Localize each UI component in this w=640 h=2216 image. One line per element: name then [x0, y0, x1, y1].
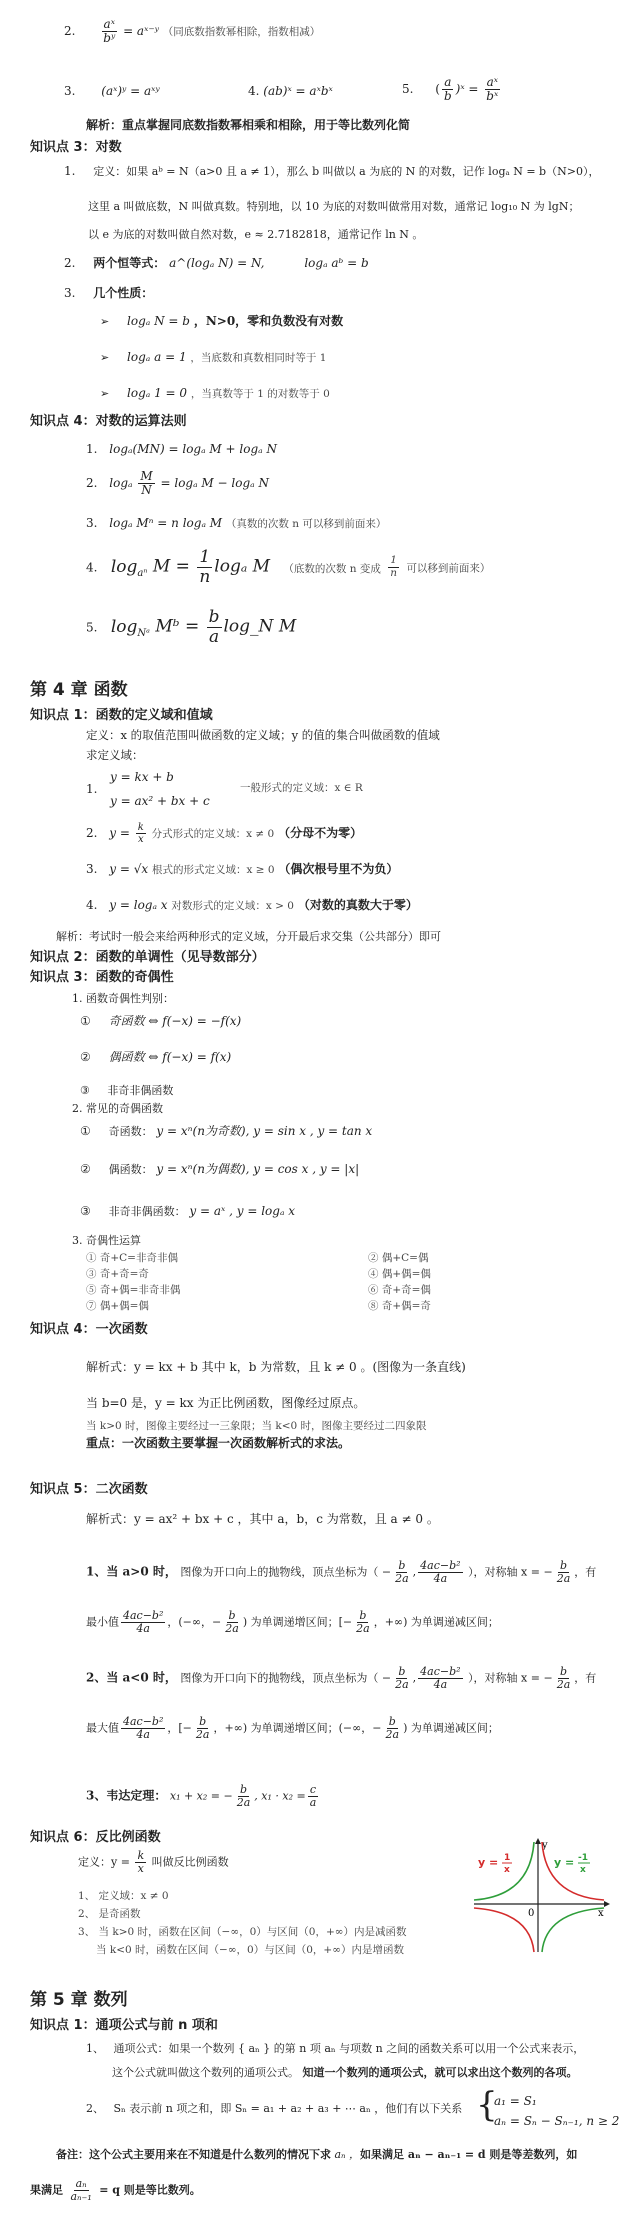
formula: aₙ ， [331, 2148, 361, 2161]
case-text: ，+∞) 为单调递增区间；(−∞，− [213, 1721, 382, 1735]
fraction-numerator: 1 [390, 554, 397, 567]
formula: a₁ = S₁ [494, 2094, 537, 2108]
list-number: 4. [86, 898, 98, 912]
parity-op-right-2: ④ 偶+偶=偶 [368, 1268, 431, 1280]
common-odd [80, 1124, 372, 1139]
formula-note: （真数的次数 n 可以移到前面来） [225, 518, 387, 530]
fraction-denominator: n [199, 566, 211, 587]
fraction-numerator: a [444, 75, 452, 89]
fraction-denominator: 2a [236, 1796, 251, 1810]
properties-label: 几个性质： [93, 286, 154, 300]
fraction [484, 76, 500, 103]
linear-b0: 当 b=0 是，y = kx 为正比例函数，图像经过原点。 [86, 1396, 366, 1410]
fraction-denominator: N [141, 483, 152, 498]
fraction-denominator: 2a [556, 1678, 571, 1692]
graph-label-left-num: 1 [504, 1853, 511, 1863]
fraction [418, 1666, 462, 1691]
fraction-numerator: b [199, 1715, 207, 1728]
list-number: 2. [86, 826, 98, 840]
sequence-note-2 [30, 2178, 201, 2203]
circle-number: ③ [80, 1084, 90, 1097]
fraction-numerator: aₙ [75, 2177, 87, 2190]
common-neither-label: 非奇非偶函数： [108, 1205, 186, 1218]
circle-number: ③ [80, 1204, 91, 1218]
parity-op-left-2: ③ 奇+奇=奇 [86, 1268, 149, 1280]
list-number: 4. [86, 560, 98, 575]
inverse-prop-4: 当 k<0 时，函数在区间（−∞，0）与区间（0，+∞）内是增函数 [96, 1944, 404, 1956]
sequence-partial-sum [86, 2102, 462, 2116]
parity-op-left-1: ① 奇+C=非奇非偶 [86, 1252, 178, 1264]
property-note: ，N>0，零和负数没有对数 [193, 314, 344, 328]
formula-note: 对数形式的定义域：x > 0 [171, 900, 294, 912]
graph-axis-y-label: y [542, 1840, 548, 1851]
exp-rule-4 [248, 84, 333, 99]
fraction-denominator: 2a [556, 1572, 571, 1586]
domain-analysis: 解析：考试时一般会来给两种形式的定义域，分开最后求交集（公共部分）即可 [56, 930, 441, 943]
formula: log [110, 616, 138, 637]
fraction [101, 18, 117, 45]
section-title: 知识点 3：函数的奇偶性 [30, 970, 174, 985]
graph-axis-x-label: x [598, 1908, 604, 1919]
inverse-definition [78, 1850, 229, 1875]
fraction-numerator: k [137, 822, 144, 833]
parity-sub-1: 1. 函数奇偶性判别： [72, 992, 174, 1005]
sequence-note [56, 2148, 577, 2162]
fraction-denominator: 2a [195, 1728, 210, 1742]
fraction [308, 1784, 319, 1809]
log-rule-4 [86, 548, 490, 586]
formula: y = logₐ x [109, 898, 168, 912]
parity-op-left-4: ⑦ 偶+偶=偶 [86, 1300, 149, 1312]
log-definition-line2: 这里 a 叫做底数，N 叫做真数。特别地，以 10 为底的对数叫做常用对数，通常记 log₁₀ N 为 lgN； [88, 200, 580, 213]
fraction-numerator: 4ac−b² [123, 1715, 164, 1728]
formula: (aˣ)ʸ = aˣʸ [101, 84, 160, 98]
fraction [69, 2178, 94, 2203]
case-text: ），对称轴 x = − [468, 1671, 553, 1685]
fraction-denominator: 4a [433, 1678, 448, 1692]
fraction-numerator: b [359, 1609, 367, 1622]
case-text: ，[− [167, 1721, 192, 1735]
fraction-numerator: b [208, 607, 220, 627]
fraction-denominator: 2a [395, 1678, 409, 1692]
fraction [418, 1560, 462, 1585]
fraction [384, 1716, 402, 1741]
case-text: Sₙ 表示前 n 项之和，即 Sₙ = a₁ + a₂ + a₃ + ⋯ aₙ ，他们有以下关系 [113, 2102, 463, 2115]
arrow-bullet-icon: ➢ [100, 351, 110, 364]
formula-note: 根式的形式定义域：x ≥ 0 [152, 864, 275, 876]
fraction [223, 1610, 241, 1635]
log-rule-3 [86, 516, 386, 531]
fraction-numerator: aˣ [486, 75, 498, 89]
case-text: 通项公式：如果一个数列 { aₙ } 的第 n 项 aₙ 与项数 n 之间的函数关系可以用一个公式来表示， [113, 2042, 585, 2055]
graph-label-right-num: -1 [578, 1853, 588, 1863]
domain-find-label: 求定义域： [86, 748, 144, 762]
fraction-numerator: M [140, 469, 153, 483]
fraction-numerator: c [309, 1783, 317, 1796]
fraction [136, 822, 146, 845]
case-lead: 1、当 a>0 时， [86, 1564, 177, 1579]
sequence-general-term [86, 2042, 584, 2056]
inverse-prop-1: 1、 定义域：x ≠ 0 [78, 1890, 169, 1902]
linear-k-sign: 当 k>0 时，图像主要经过一三象限；当 k<0 时，图像主要经过二四象限 [86, 1420, 427, 1432]
common-neither [80, 1204, 295, 1219]
fraction [121, 1610, 165, 1635]
fraction-denominator: 2a [225, 1622, 239, 1636]
graph-label-left: y = [478, 1856, 499, 1869]
formula: logₐ M [214, 556, 271, 577]
fraction-numerator: b [559, 1559, 567, 1572]
graph-origin-label: 0 [528, 1908, 535, 1919]
fraction-denominator: 4a [136, 1622, 150, 1636]
formula: , x₁ · x₂ = [254, 1789, 306, 1803]
list-number: 2. [86, 476, 98, 491]
section-title: 知识点 4：对数的运算法则 [30, 414, 187, 429]
parity-op-right-4: ⑧ 奇+偶=奇 [368, 1300, 431, 1312]
fraction-denominator: b [443, 89, 452, 104]
fraction [555, 1666, 573, 1691]
quadratic-case-2: 2、当 a<0 时， 图像为开口向下的抛物线，顶点坐标为（ − $\frac{b}{2a}$ , $\frac{\text{4ac−b²}}{4a}$ ），对称轴 x = − $\frac{b}{2a}$ ，有 [86, 1665, 597, 1692]
formula: a^(logₐ N) = N, [169, 256, 265, 270]
formula: logₐ Mⁿ = n logₐ M [109, 516, 223, 530]
case-lead: 3、韦达定理： [86, 1788, 167, 1803]
log-definition-line3: 以 e 为底的对数叫做自然对数，e ≈ 2.7182818，通常记作 ln N 。 [88, 228, 424, 241]
formula: y = [109, 826, 130, 840]
y-axis-arrow-icon [535, 1838, 541, 1844]
formula: logₐ(MN) = logₐ M + logₐ N [109, 442, 277, 456]
case-text: ) 为单调递增区间；[− [242, 1615, 353, 1629]
fraction-numerator: 4ac−b² [420, 1559, 461, 1572]
graph-label-right-den: x [580, 1865, 586, 1875]
formula: logₐ N = b [127, 314, 190, 328]
section-title: 知识点 2：函数的单调性（见导数部分） [30, 950, 265, 965]
log-identities [64, 256, 369, 271]
formula: (ab)ˣ = aˣbˣ [263, 84, 333, 98]
chapter-title: 第 5 章 数列 [30, 1990, 128, 2010]
fraction-numerator: b [398, 1665, 406, 1678]
section-title: 知识点 5：二次函数 [30, 1482, 148, 1497]
quadratic-case-1: 1、当 a>0 时， 图像为开口向上的抛物线，顶点坐标为（ − $\frac{b}{2a}$ , $\frac{\text{4ac−b²}}{4a}$ ），对称轴 x = − $\frac{b}{2a}$ ，有 [86, 1559, 597, 1586]
formula: 偶函数 ⇔ f(−x) = f(x) [108, 1050, 232, 1064]
note-text: 如果满足 aₙ − aₙ₋₁ = d 则是等差数列，如 [360, 2148, 578, 2161]
quadratic-case-2-max [86, 1716, 499, 1741]
fraction [354, 1610, 372, 1635]
formula: y = xⁿ(n为偶数), y = cos x , y = |x| [156, 1162, 360, 1176]
case-text: ），对称轴 x = − [468, 1565, 553, 1579]
fraction-denominator: a [309, 1796, 317, 1810]
list-number: 2. [64, 256, 76, 270]
parity-neither [80, 1084, 173, 1098]
domain-case-1 [86, 768, 98, 796]
parity-sub-2: 2. 常见的奇偶函数 [72, 1102, 163, 1115]
formula: logₐ 1 = 0 [127, 386, 188, 400]
fraction-denominator: n [390, 566, 398, 579]
list-number: 2、 [86, 2102, 104, 2115]
note-text: = q 则是等比数列。 [99, 2183, 201, 2197]
chapter-title: 第 4 章 函数 [30, 680, 128, 700]
fraction-denominator: 2a [356, 1622, 370, 1636]
fraction-denominator: bʸ [103, 31, 116, 46]
property-note: ，当底数和真数相同时等于 1 [190, 352, 327, 364]
section-title: 知识点 3：对数 [30, 140, 122, 155]
formula: logₐ a = 1 [127, 350, 187, 364]
exp-analysis: 解析：重点掌握同底数指数幂相乘和相除，用于等比数列化简 [86, 118, 411, 132]
section-title: 知识点 6：反比例函数 [30, 1830, 161, 1845]
log-properties-label [64, 286, 153, 301]
fraction [442, 76, 454, 103]
formula-note: 一般形式的定义域：x ∈ R [240, 782, 363, 794]
circle-number: ② [80, 1162, 91, 1176]
case-text: 最小值 [86, 1615, 119, 1629]
circle-number: ① [80, 1014, 91, 1028]
domain-case-2 [86, 822, 362, 845]
fraction [121, 1716, 165, 1741]
formula-note-bold: （对数的真数大于零） [297, 898, 418, 912]
formula: x₁ + x₂ = − [169, 1789, 233, 1803]
section-title: 知识点 1：函数的定义域和值域 [30, 708, 213, 723]
fraction-denominator: 4a [136, 1728, 150, 1742]
list-number: 1. [64, 164, 76, 178]
fraction-numerator: 4ac−b² [420, 1665, 461, 1678]
fraction-denominator: x [137, 1862, 144, 1876]
fraction [393, 1560, 411, 1585]
list-number: 3. [64, 286, 76, 300]
exp-rule-2 [64, 18, 320, 45]
fraction [207, 608, 222, 646]
property-note: ，当真数等于 1 的对数等于 0 [190, 388, 330, 400]
log-definition [64, 164, 599, 179]
log-property-2 [100, 350, 326, 365]
graph-label-left-den: x [504, 1865, 510, 1875]
formula: y = xⁿ(n为奇数), y = sin x , y = tan x [156, 1124, 373, 1138]
common-odd-label: 奇函数： [108, 1125, 153, 1138]
formula: y = aˣ , y = logₐ x [189, 1204, 296, 1218]
exp-rule-3 [64, 84, 160, 99]
fraction-denominator: x [137, 834, 144, 845]
vieta-theorem [86, 1784, 320, 1809]
formula: logₐ [109, 476, 133, 491]
common-even [80, 1162, 359, 1177]
case-text: 定义：y = [78, 1855, 130, 1869]
circle-number: ① [80, 1124, 91, 1138]
exp-rule-5: 5. ( $\frac{a}{b}$ )ˣ = $\frac{\text{aˣ}}{\text{bˣ}}$ [402, 75, 499, 104]
linear-key-point: 重点：一次函数主要掌握一次函数解析式的求法。 [86, 1436, 351, 1450]
case-text: 图像为开口向下的抛物线，顶点坐标为（ [180, 1671, 379, 1685]
fraction-denominator: a [208, 626, 220, 647]
definition-text: 定义：如果 aᵇ = N（a>0 且 a ≠ 1），那么 b 叫做以 a 为底的 N 的对数，记作 logₐ N = b（N>0）， [93, 165, 600, 178]
case-text: ，+∞) 为单调递减区间； [373, 1615, 499, 1629]
formula-note: 分式形式的定义域：x ≠ 0 [151, 828, 275, 840]
parity-odd [80, 1014, 241, 1029]
fraction-numerator: aˣ [103, 17, 115, 31]
list-number: 5. [402, 82, 414, 97]
formula: M = [147, 556, 196, 577]
x-axis-arrow-icon [604, 1901, 610, 1907]
formula: logₐ aᵇ = b [304, 256, 369, 270]
formula: = logₐ M − logₐ N [160, 476, 269, 491]
formula: aₙ = Sₙ − Sₙ₋₁, n ≥ 2 [494, 2114, 620, 2128]
fraction [393, 1666, 411, 1691]
fraction [197, 548, 212, 586]
curve-positive-q1 [542, 1842, 604, 1900]
formula: y = kx + b [110, 770, 174, 784]
fraction-numerator: b [398, 1559, 406, 1572]
note-text: 果满足 [30, 2183, 63, 2197]
section-title: 知识点 1：通项公式与前 n 项和 [30, 2018, 218, 2033]
inverse-prop-3: 3、 当 k>0 时，函数在区间（−∞，0）与区间（0，+∞）内是减函数 [78, 1926, 407, 1938]
fraction-denominator: 4a [433, 1572, 448, 1586]
list-number: 3. [86, 862, 98, 876]
log-rule-5 [86, 608, 296, 646]
case-text: ) 为单调递减区间； [403, 1721, 499, 1735]
fraction-denominator: bˣ [486, 89, 499, 104]
log-rule-1 [86, 442, 277, 457]
fraction-numerator: b [388, 1715, 396, 1728]
formula-subscript: aⁿ [137, 568, 148, 580]
parity-op-left-3: ⑤ 奇+偶=非奇非偶 [86, 1284, 181, 1296]
formula: y = √x [109, 862, 149, 876]
fraction-denominator: aₙ₋₁ [70, 2190, 92, 2204]
fraction-numerator: b [239, 1783, 248, 1796]
log-property-1 [100, 314, 343, 329]
parity-op-right-3: ⑥ 奇+奇=偶 [368, 1284, 431, 1296]
case-text: 叫做反比例函数 [151, 1855, 229, 1869]
formula: log [110, 556, 138, 577]
list-number: 2. [64, 24, 76, 39]
parity-even [80, 1050, 231, 1065]
sequence-general-term-2 [112, 2066, 578, 2080]
formula-note: （同底数指数幂相除，指数相减） [162, 26, 321, 39]
brace-icon: { [476, 2085, 498, 2125]
list-number: 1、 [86, 2042, 104, 2055]
graph-label-right: y = [554, 1856, 575, 1869]
quadratic-expression: 解析式：y = ax² + bx + c ，其中 a，b，c 为常数，且 a ≠ 0 。 [86, 1512, 439, 1526]
case-lead: 2、当 a<0 时， [86, 1670, 177, 1685]
fraction-numerator: b [228, 1609, 236, 1622]
case-text: ，有 [574, 1671, 597, 1685]
formula-subscript: Nᵃ [137, 628, 150, 640]
case-text: 最大值 [86, 1721, 119, 1735]
arrow-bullet-icon: ➢ [100, 387, 110, 400]
domain-case-3 [86, 862, 398, 877]
fraction-numerator: k [137, 1849, 145, 1862]
case-text: ，有 [574, 1565, 597, 1579]
curve-positive-q3 [474, 1908, 534, 1952]
list-number: 1. [86, 442, 98, 456]
domain-definition: 定义：x 的取值范围叫做函数的定义域；y 的值的集合叫做函数的值域 [86, 728, 440, 742]
fraction-denominator: 2a [385, 1728, 400, 1742]
fraction [388, 555, 399, 579]
formula: y = ax² + bx + c [110, 794, 210, 808]
linear-expression: 解析式：y = kx + b 其中 k，b 为常数，且 k ≠ 0 。(图像为一条直线) [86, 1360, 466, 1374]
fraction [194, 1716, 212, 1741]
list-number: 1. [86, 782, 98, 796]
case-text: 这个公式就叫做这个数列的通项公式。 [112, 2066, 299, 2079]
curve-negative-q4 [542, 1908, 604, 1952]
log-rule-2 [86, 470, 269, 497]
case-text: ，(−∞，− [167, 1615, 222, 1629]
fraction-numerator: 4ac−b² [123, 1609, 164, 1622]
log-property-3 [100, 386, 330, 401]
formula-note: 可以移到前面来） [406, 562, 491, 575]
fraction-denominator: 2a [395, 1572, 409, 1586]
quadratic-case-1-min [86, 1610, 499, 1635]
arrow-bullet-icon: ➢ [100, 315, 110, 328]
formula: 奇函数 ⇔ f(−x) = −f(x) [108, 1014, 242, 1028]
fraction [235, 1784, 253, 1809]
parity-neither-text: 非奇非偶函数 [107, 1084, 174, 1097]
fraction-numerator: 1 [199, 547, 211, 567]
list-number: 4. [248, 84, 260, 98]
list-number: 5. [86, 620, 98, 635]
formula: log_N M [223, 616, 297, 637]
parity-sub-3: 3. 奇偶性运算 [72, 1234, 141, 1247]
fraction-numerator: b [559, 1665, 567, 1678]
inverse-prop-2: 2、 是奇函数 [78, 1908, 141, 1920]
list-number: 3. [64, 84, 76, 98]
formula-note-bold: （分母不为零） [278, 826, 363, 840]
formula-note-bold: （偶次根号里不为负） [278, 862, 399, 876]
note-text: 备注：这个公式主要用来在不知道是什么数列的情况下求 [56, 2148, 331, 2161]
parity-op-right-1: ② 偶+C=偶 [368, 1252, 429, 1264]
fraction [135, 1850, 146, 1875]
inverse-function-graph [470, 1836, 610, 1956]
formula-note: （底数的次数 n 变成 [283, 562, 381, 575]
fraction [138, 470, 154, 497]
identities-label: 两个恒等式： [93, 256, 166, 270]
formula: = aˣ⁻ʸ [123, 24, 159, 39]
case-text: 图像为开口向上的抛物线，顶点坐标为（ [180, 1565, 379, 1579]
circle-number: ② [80, 1050, 91, 1064]
domain-case-4 [86, 898, 418, 913]
list-number: 3. [86, 516, 98, 530]
section-title: 知识点 4：一次函数 [30, 1322, 148, 1337]
common-even-label: 偶函数： [108, 1163, 153, 1176]
case-text-bold: 知道一个数列的通项公式，就可以求出这个数列的各项。 [302, 2066, 578, 2079]
fraction [555, 1560, 573, 1585]
formula: Mᵇ = [149, 616, 205, 637]
